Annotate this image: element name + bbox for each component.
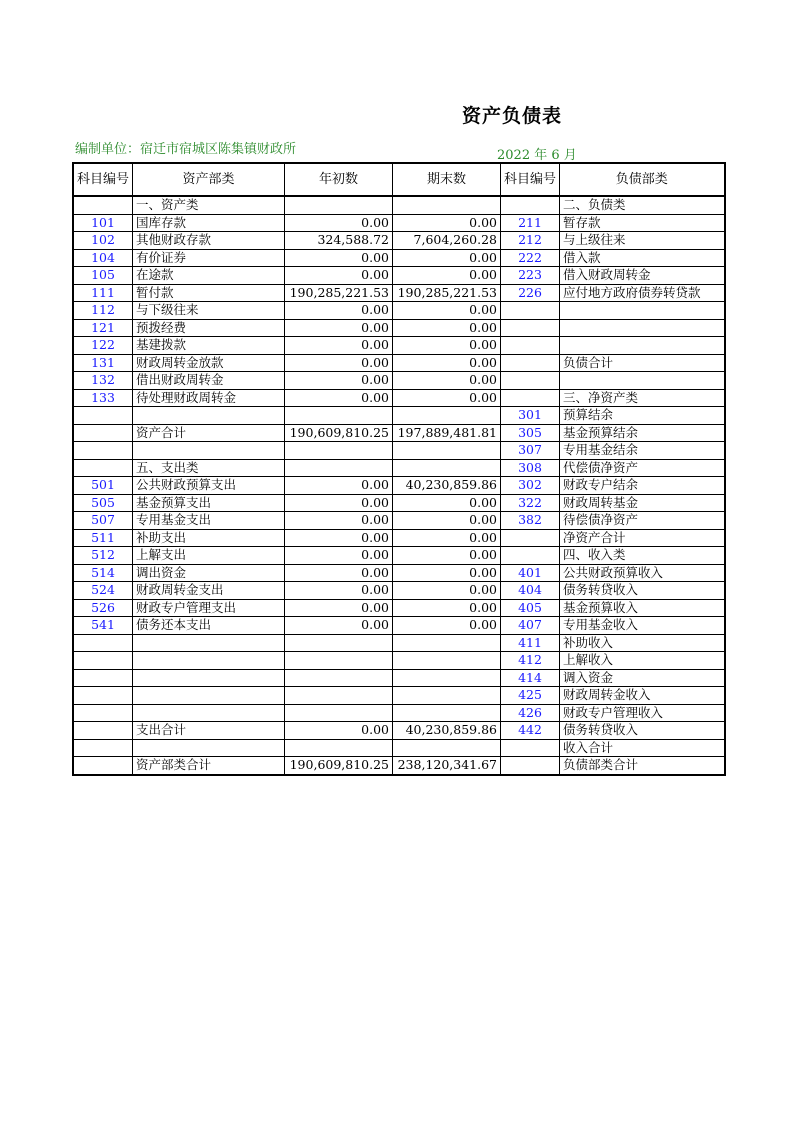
liability-code-cell [501,739,560,757]
asset-code-cell: 102 [73,232,133,250]
liability-name-cell: 专用基金收入 [560,617,725,635]
table-row [73,757,725,775]
table-row [73,739,725,757]
ending-balance-cell: 0.00 [393,302,501,320]
liability-code-cell: 442 [501,722,560,740]
asset-name-cell [133,442,285,460]
ending-balance-cell: 0.00 [393,214,501,232]
ending-balance-cell: 40,230,859.86 [393,477,501,495]
liability-code-cell: 222 [501,249,560,267]
beginning-balance-cell: 0.00 [285,582,393,600]
asset-name-cell [133,634,285,652]
table-row [73,494,725,512]
ending-balance-cell [393,687,501,705]
asset-name-cell: 支出合计 [133,722,285,740]
ending-balance-cell: 0.00 [393,582,501,600]
liability-code-cell [501,389,560,407]
asset-code-cell [73,704,133,722]
liability-code-cell [501,757,560,775]
table-header [73,163,725,196]
liability-name-cell: 公共财政预算收入 [560,564,725,582]
beginning-balance-cell: 0.00 [285,337,393,355]
liability-code-cell: 322 [501,494,560,512]
ending-balance-cell: 190,285,221.53 [393,284,501,302]
ending-balance-cell [393,669,501,687]
liability-name-cell: 三、净资产类 [560,389,725,407]
asset-name-cell: 上解支出 [133,547,285,565]
liability-code-cell [501,529,560,547]
beginning-balance-cell: 0.00 [285,372,393,390]
ending-balance-cell: 0.00 [393,249,501,267]
table-row [73,372,725,390]
liability-name-cell: 财政专户管理收入 [560,704,725,722]
ending-balance-cell: 0.00 [393,267,501,285]
liability-name-cell: 基金预算收入 [560,599,725,617]
compiling-unit: 编制单位：宿迁市宿城区陈集镇财政所 [75,142,297,157]
liability-code-cell [501,337,560,355]
liability-name-cell: 二、负债类 [560,196,725,214]
asset-name-cell [133,687,285,705]
table-row [73,442,725,460]
liability-name-cell [560,302,725,320]
ending-balance-cell [393,196,501,214]
table-row [73,722,725,740]
beginning-balance-cell [285,459,393,477]
liability-code-cell: 425 [501,687,560,705]
liability-code-cell: 382 [501,512,560,530]
asset-code-cell: 524 [73,582,133,600]
liability-name-cell: 债务转贷收入 [560,722,725,740]
asset-name-cell: 调出资金 [133,564,285,582]
header-asset-category: 资产部类 [133,163,285,196]
beginning-balance-cell: 190,609,810.25 [285,757,393,775]
ending-balance-cell [393,704,501,722]
table-row [73,704,725,722]
ending-balance-cell: 0.00 [393,617,501,635]
beginning-balance-cell: 0.00 [285,494,393,512]
liability-name-cell [560,337,725,355]
header-liability-code: 科目编号 [501,163,560,196]
table-row [73,687,725,705]
asset-code-cell: 121 [73,319,133,337]
liability-name-cell: 待偿债净资产 [560,512,725,530]
asset-code-cell [73,669,133,687]
asset-code-cell [73,442,133,460]
liability-code-cell: 305 [501,424,560,442]
ending-balance-cell [393,407,501,425]
report-date: 2022 年 6 月 [497,148,577,163]
asset-name-cell: 其他财政存款 [133,232,285,250]
liability-name-cell: 净资产合计 [560,529,725,547]
liability-code-cell [501,319,560,337]
asset-code-cell: 505 [73,494,133,512]
beginning-balance-cell: 0.00 [285,564,393,582]
asset-code-cell [73,634,133,652]
asset-code-cell [73,424,133,442]
table-row [73,337,725,355]
ending-balance-cell: 0.00 [393,564,501,582]
liability-code-cell [501,354,560,372]
table-row [73,302,725,320]
table-row [73,599,725,617]
table-row [73,354,725,372]
balance-sheet-table [72,162,726,776]
liability-name-cell: 借入财政周转金 [560,267,725,285]
asset-code-cell [73,757,133,775]
table-row [73,652,725,670]
liability-name-cell: 与上级往来 [560,232,725,250]
liability-code-cell: 211 [501,214,560,232]
liability-name-cell [560,319,725,337]
beginning-balance-cell [285,669,393,687]
ending-balance-cell: 0.00 [393,529,501,547]
liability-name-cell: 基金预算结余 [560,424,725,442]
asset-name-cell: 财政周转金支出 [133,582,285,600]
asset-name-cell: 国库存款 [133,214,285,232]
asset-code-cell: 541 [73,617,133,635]
ending-balance-cell: 238,120,341.67 [393,757,501,775]
beginning-balance-cell: 0.00 [285,512,393,530]
beginning-balance-cell [285,687,393,705]
liability-name-cell: 补助收入 [560,634,725,652]
beginning-balance-cell: 324,588.72 [285,232,393,250]
liability-code-cell: 405 [501,599,560,617]
liability-name-cell: 债务转贷收入 [560,582,725,600]
ending-balance-cell: 0.00 [393,319,501,337]
liability-code-cell [501,196,560,214]
table-row [73,319,725,337]
header-beginning-balance: 年初数 [285,163,393,196]
liability-name-cell: 借入款 [560,249,725,267]
liability-name-cell: 预算结余 [560,407,725,425]
ending-balance-cell: 40,230,859.86 [393,722,501,740]
liability-code-cell [501,547,560,565]
ending-balance-cell: 0.00 [393,547,501,565]
beginning-balance-cell: 0.00 [285,722,393,740]
table-row [73,477,725,495]
table-row [73,512,725,530]
beginning-balance-cell: 0.00 [285,214,393,232]
asset-code-cell: 132 [73,372,133,390]
asset-code-cell: 112 [73,302,133,320]
table-row [73,582,725,600]
table-row [73,669,725,687]
ending-balance-cell: 0.00 [393,354,501,372]
table-row [73,249,725,267]
asset-name-cell [133,739,285,757]
page-title: 资产负债表 [462,105,563,127]
table-row [73,529,725,547]
beginning-balance-cell: 0.00 [285,477,393,495]
ending-balance-cell: 0.00 [393,512,501,530]
liability-name-cell: 暂存款 [560,214,725,232]
table-row [73,617,725,635]
asset-code-cell: 101 [73,214,133,232]
beginning-balance-cell: 0.00 [285,267,393,285]
liability-code-cell: 302 [501,477,560,495]
table-row [73,407,725,425]
table-row [73,634,725,652]
ending-balance-cell: 0.00 [393,389,501,407]
asset-name-cell: 债务还本支出 [133,617,285,635]
table-row [73,214,725,232]
asset-code-cell: 526 [73,599,133,617]
table-body [73,196,725,775]
asset-code-cell: 133 [73,389,133,407]
asset-code-cell: 512 [73,547,133,565]
liability-code-cell: 407 [501,617,560,635]
liability-code-cell [501,372,560,390]
beginning-balance-cell: 0.00 [285,302,393,320]
asset-code-cell [73,459,133,477]
asset-name-cell: 有价证券 [133,249,285,267]
asset-name-cell: 五、支出类 [133,459,285,477]
beginning-balance-cell: 0.00 [285,249,393,267]
asset-code-cell [73,652,133,670]
liability-code-cell: 301 [501,407,560,425]
asset-name-cell [133,652,285,670]
asset-name-cell: 预拨经费 [133,319,285,337]
liability-code-cell: 414 [501,669,560,687]
liability-name-cell: 财政周转金收入 [560,687,725,705]
ending-balance-cell [393,739,501,757]
beginning-balance-cell: 0.00 [285,599,393,617]
beginning-balance-cell [285,652,393,670]
asset-name-cell: 补助支出 [133,529,285,547]
ending-balance-cell: 0.00 [393,494,501,512]
asset-name-cell: 公共财政预算支出 [133,477,285,495]
asset-name-cell: 借出财政周转金 [133,372,285,390]
table-row [73,424,725,442]
asset-code-cell: 122 [73,337,133,355]
liability-code-cell: 307 [501,442,560,460]
liability-code-cell: 412 [501,652,560,670]
beginning-balance-cell [285,196,393,214]
ending-balance-cell: 0.00 [393,337,501,355]
liability-name-cell: 调入资金 [560,669,725,687]
asset-code-cell [73,687,133,705]
asset-code-cell: 104 [73,249,133,267]
ending-balance-cell: 7,604,260.28 [393,232,501,250]
liability-code-cell: 426 [501,704,560,722]
asset-code-cell: 111 [73,284,133,302]
beginning-balance-cell: 0.00 [285,389,393,407]
header-ending-balance: 期末数 [393,163,501,196]
liability-code-cell: 411 [501,634,560,652]
asset-name-cell [133,704,285,722]
ending-balance-cell [393,459,501,477]
asset-name-cell: 在途款 [133,267,285,285]
beginning-balance-cell: 190,285,221.53 [285,284,393,302]
liability-name-cell: 应付地方政府债券转贷款 [560,284,725,302]
beginning-balance-cell: 190,609,810.25 [285,424,393,442]
ending-balance-cell [393,652,501,670]
beginning-balance-cell [285,442,393,460]
liability-code-cell [501,302,560,320]
beginning-balance-cell: 0.00 [285,547,393,565]
beginning-balance-cell [285,407,393,425]
liability-code-cell: 212 [501,232,560,250]
table-row [73,564,725,582]
liability-name-cell: 财政周转基金 [560,494,725,512]
beginning-balance-cell: 0.00 [285,529,393,547]
ending-balance-cell: 197,889,481.81 [393,424,501,442]
asset-name-cell: 待处理财政周转金 [133,389,285,407]
beginning-balance-cell: 0.00 [285,617,393,635]
asset-code-cell: 131 [73,354,133,372]
header-liability-category: 负债部类 [560,163,725,196]
beginning-balance-cell [285,634,393,652]
asset-code-cell: 105 [73,267,133,285]
liability-code-cell: 401 [501,564,560,582]
asset-code-cell [73,196,133,214]
liability-name-cell: 负债合计 [560,354,725,372]
header-asset-code: 科目编号 [73,163,133,196]
ending-balance-cell: 0.00 [393,372,501,390]
asset-name-cell: 专用基金支出 [133,512,285,530]
asset-name-cell: 一、资产类 [133,196,285,214]
asset-code-cell: 501 [73,477,133,495]
asset-code-cell: 511 [73,529,133,547]
liability-name-cell: 上解收入 [560,652,725,670]
table-row [73,196,725,214]
liability-name-cell [560,372,725,390]
asset-name-cell: 与下级往来 [133,302,285,320]
liability-name-cell: 专用基金结余 [560,442,725,460]
liability-name-cell: 收入合计 [560,739,725,757]
table-row [73,459,725,477]
asset-code-cell: 507 [73,512,133,530]
liability-name-cell: 代偿债净资产 [560,459,725,477]
beginning-balance-cell [285,704,393,722]
ending-balance-cell [393,634,501,652]
liability-name-cell: 四、收入类 [560,547,725,565]
ending-balance-cell [393,442,501,460]
beginning-balance-cell: 0.00 [285,354,393,372]
table-row [73,267,725,285]
table-row [73,232,725,250]
liability-code-cell: 226 [501,284,560,302]
table-row [73,389,725,407]
asset-code-cell [73,722,133,740]
liability-code-cell: 404 [501,582,560,600]
liability-code-cell: 308 [501,459,560,477]
ending-balance-cell: 0.00 [393,599,501,617]
asset-name-cell: 财政周转金放款 [133,354,285,372]
asset-name-cell: 资产合计 [133,424,285,442]
asset-name-cell [133,407,285,425]
asset-name-cell [133,669,285,687]
beginning-balance-cell [285,739,393,757]
asset-name-cell: 财政专户管理支出 [133,599,285,617]
asset-name-cell: 暂付款 [133,284,285,302]
table-row [73,284,725,302]
beginning-balance-cell: 0.00 [285,319,393,337]
table-row [73,547,725,565]
asset-code-cell [73,407,133,425]
liability-code-cell: 223 [501,267,560,285]
asset-name-cell: 基建拨款 [133,337,285,355]
asset-code-cell: 514 [73,564,133,582]
asset-name-cell: 资产部类合计 [133,757,285,775]
asset-code-cell [73,739,133,757]
asset-name-cell: 基金预算支出 [133,494,285,512]
liability-name-cell: 财政专户结余 [560,477,725,495]
liability-name-cell: 负债部类合计 [560,757,725,775]
